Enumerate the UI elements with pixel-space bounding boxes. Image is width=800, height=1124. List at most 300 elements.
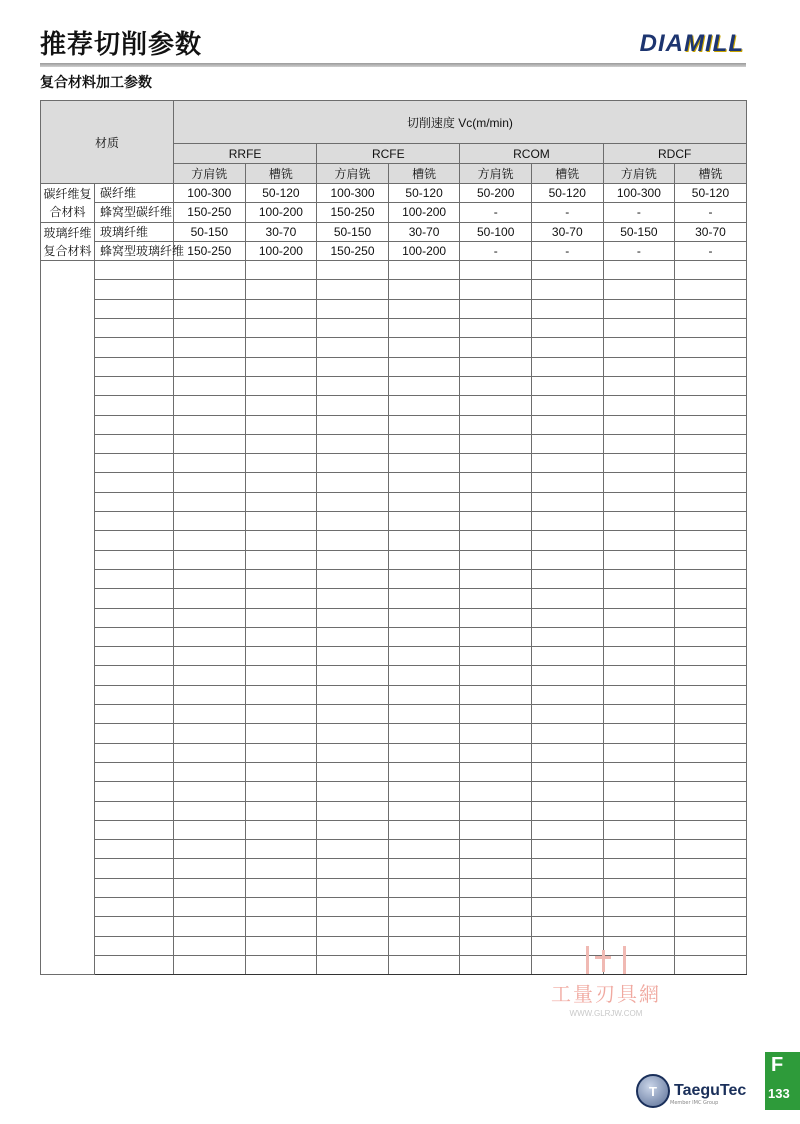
- blank-cell: [174, 762, 246, 781]
- blank-cell: [317, 550, 389, 569]
- blank-cell: [460, 434, 532, 453]
- blank-cell: [245, 261, 317, 280]
- blank-cell: [603, 801, 675, 820]
- blank-row: [41, 917, 747, 936]
- blank-cell: [675, 859, 747, 878]
- blank-cell: [245, 473, 317, 492]
- blank-cell: [675, 955, 747, 974]
- blank-cell: [460, 859, 532, 878]
- blank-cell: [245, 512, 317, 531]
- watermark-name: 工量刃具網: [551, 982, 661, 1006]
- taegutec-logo: [636, 1074, 746, 1108]
- blank-cell: [245, 531, 317, 550]
- speed-value: -: [675, 203, 747, 222]
- blank-cell: [603, 685, 675, 704]
- blank-row: [41, 859, 747, 878]
- blank-cell: [245, 376, 317, 395]
- blank-cell: [675, 280, 747, 299]
- blank-cell: [460, 627, 532, 646]
- blank-cell: [603, 627, 675, 646]
- blank-cell: [317, 820, 389, 839]
- speed-value: 100-200: [245, 241, 317, 260]
- blank-cell: [675, 627, 747, 646]
- blank-cell: [317, 936, 389, 955]
- speed-value: -: [675, 241, 747, 260]
- blank-cell: [460, 743, 532, 762]
- blank-cell: [603, 840, 675, 859]
- blank-cell: [317, 801, 389, 820]
- blank-cell: [603, 859, 675, 878]
- blank-row: [41, 512, 747, 531]
- speed-value: 100-300: [174, 184, 246, 203]
- blank-cell: [603, 820, 675, 839]
- blank-cell: [603, 299, 675, 318]
- blank-cell: [675, 531, 747, 550]
- blank-cell: [174, 376, 246, 395]
- blank-cell: [317, 473, 389, 492]
- blank-cell: [531, 319, 603, 338]
- blank-cell: [531, 531, 603, 550]
- blank-cell: [174, 955, 246, 974]
- speed-value: 50-120: [531, 184, 603, 203]
- blank-cell: [388, 743, 460, 762]
- blank-cell: [317, 762, 389, 781]
- blank-cell: [95, 955, 174, 974]
- blank-cell: [95, 647, 174, 666]
- watermark-url: WWW.GLRJW.COM: [569, 1009, 643, 1018]
- blank-cell: [675, 666, 747, 685]
- blank-cell: [460, 840, 532, 859]
- blank-cell: [531, 666, 603, 685]
- blank-cell: [388, 589, 460, 608]
- speed-value: 150-250: [317, 241, 389, 260]
- blank-cell: [245, 936, 317, 955]
- blank-cell: [174, 280, 246, 299]
- blank-cell: [675, 415, 747, 434]
- operation-header: 槽铣: [245, 164, 317, 184]
- blank-cell: [388, 454, 460, 473]
- blank-cell: [460, 782, 532, 801]
- blank-cell: [317, 299, 389, 318]
- blank-cell: [317, 319, 389, 338]
- blank-cell: [245, 917, 317, 936]
- blank-cell: [317, 724, 389, 743]
- blank-cell: [531, 357, 603, 376]
- blank-row: [41, 492, 747, 511]
- blank-cell: [317, 512, 389, 531]
- blank-cell: [603, 396, 675, 415]
- speed-value: 100-300: [603, 184, 675, 203]
- blank-cell: [317, 666, 389, 685]
- blank-cell: [603, 512, 675, 531]
- blank-cell: [317, 280, 389, 299]
- blank-cell: [603, 608, 675, 627]
- speed-value: 30-70: [388, 222, 460, 241]
- blank-cell: [460, 936, 532, 955]
- blank-cell: [675, 820, 747, 839]
- blank-cell: [675, 473, 747, 492]
- blank-cell: [388, 936, 460, 955]
- blank-cell: [675, 357, 747, 376]
- material-group: 碳纤维复合材料: [41, 184, 95, 223]
- blank-cell: [174, 473, 246, 492]
- blank-cell: [95, 589, 174, 608]
- blank-cell: [317, 376, 389, 395]
- blank-cell: [174, 917, 246, 936]
- blank-cell: [603, 743, 675, 762]
- speed-value: 150-250: [174, 203, 246, 222]
- blank-row: [41, 608, 747, 627]
- blank-cell: [174, 357, 246, 376]
- blank-cell: [531, 512, 603, 531]
- blank-cell: [245, 820, 317, 839]
- blank-cell: [95, 492, 174, 511]
- speed-value: -: [603, 241, 675, 260]
- material-name: 玻璃纤维: [95, 222, 174, 241]
- blank-cell: [245, 434, 317, 453]
- table-row: [41, 222, 747, 241]
- blank-row: [41, 647, 747, 666]
- blank-cell: [460, 531, 532, 550]
- blank-cell: [388, 280, 460, 299]
- blank-cell: [603, 415, 675, 434]
- blank-cell: [245, 647, 317, 666]
- blank-cell: [95, 840, 174, 859]
- blank-cell: [317, 357, 389, 376]
- blank-cell: [603, 492, 675, 511]
- speed-value: 30-70: [245, 222, 317, 241]
- material-name: 蜂窝型碳纤维: [95, 203, 174, 222]
- blank-cell: [245, 897, 317, 916]
- blank-cell: [531, 685, 603, 704]
- blank-cell: [174, 608, 246, 627]
- operation-header: 方肩铣: [174, 164, 246, 184]
- blank-cell: [174, 897, 246, 916]
- blank-cell: [675, 608, 747, 627]
- blank-cell: [388, 955, 460, 974]
- blank-cell: [531, 820, 603, 839]
- blank-cell: [388, 897, 460, 916]
- taegutec-brand: TaeguTec: [674, 1082, 747, 1099]
- blank-cell: [174, 415, 246, 434]
- blank-cell: [95, 434, 174, 453]
- blank-cell: [245, 743, 317, 762]
- blank-cell: [388, 396, 460, 415]
- blank-cell: [675, 647, 747, 666]
- blank-cell: [95, 627, 174, 646]
- blank-row: [41, 338, 747, 357]
- blank-cell: [388, 550, 460, 569]
- blank-cell: [460, 261, 532, 280]
- blank-cell: [388, 627, 460, 646]
- blank-cell: [531, 415, 603, 434]
- blank-cell: [95, 878, 174, 897]
- page-title: 推荐切削参数: [40, 30, 203, 60]
- blank-cell: [460, 299, 532, 318]
- speed-value: -: [460, 241, 532, 260]
- blank-cell: [531, 801, 603, 820]
- blank-cell: [460, 705, 532, 724]
- blank-cell: [460, 396, 532, 415]
- blank-row: [41, 897, 747, 916]
- speed-value: 100-200: [245, 203, 317, 222]
- blank-cell: [174, 512, 246, 531]
- blank-row: [41, 454, 747, 473]
- blank-cell: [317, 531, 389, 550]
- blank-cell: [531, 473, 603, 492]
- blank-cell: [95, 724, 174, 743]
- blank-cell: [460, 357, 532, 376]
- blank-cell: [317, 338, 389, 357]
- blank-cell: [388, 878, 460, 897]
- blank-cell: [460, 647, 532, 666]
- blank-cell: [460, 338, 532, 357]
- blank-cell: [317, 840, 389, 859]
- blank-cell: [531, 396, 603, 415]
- blank-cell: [531, 762, 603, 781]
- blank-cell: [460, 878, 532, 897]
- blank-cell: [388, 569, 460, 588]
- speed-value: 50-120: [675, 184, 747, 203]
- operation-header: 方肩铣: [603, 164, 675, 184]
- blank-cell: [174, 936, 246, 955]
- blank-cell: [95, 396, 174, 415]
- watermark-icon: [586, 946, 626, 974]
- blank-cell: [675, 454, 747, 473]
- operation-header: 方肩铣: [460, 164, 532, 184]
- blank-row: [41, 666, 747, 685]
- blank-cell: [174, 878, 246, 897]
- blank-cell: [95, 261, 174, 280]
- blank-cell: [531, 647, 603, 666]
- blank-cell: [174, 319, 246, 338]
- blank-cell: [317, 261, 389, 280]
- blank-cell: [603, 724, 675, 743]
- blank-cell: [675, 762, 747, 781]
- blank-cell: [245, 762, 317, 781]
- blank-row: [41, 878, 747, 897]
- blank-cell: [603, 762, 675, 781]
- tool-header: RDCF: [603, 144, 746, 164]
- blank-row: [41, 820, 747, 839]
- blank-cell: [603, 897, 675, 916]
- blank-cell: [675, 569, 747, 588]
- blank-cell: [317, 743, 389, 762]
- blank-cell: [460, 608, 532, 627]
- speed-value: -: [460, 203, 532, 222]
- blank-cell: [174, 859, 246, 878]
- blank-cell: [388, 647, 460, 666]
- blank-cell: [388, 473, 460, 492]
- blank-row: [41, 357, 747, 376]
- blank-cell: [603, 338, 675, 357]
- blank-cell: [460, 319, 532, 338]
- blank-cell: [174, 782, 246, 801]
- blank-cell: [531, 724, 603, 743]
- blank-cell: [95, 376, 174, 395]
- blank-cell: [603, 589, 675, 608]
- blank-cell: [174, 569, 246, 588]
- blank-cell: [388, 299, 460, 318]
- blank-cell: [460, 550, 532, 569]
- blank-cell: [460, 280, 532, 299]
- blank-cell: [317, 415, 389, 434]
- blank-cell: [460, 724, 532, 743]
- blank-cell: [174, 724, 246, 743]
- blank-cell: [174, 666, 246, 685]
- diamill-logo: DIAMILL: [639, 30, 744, 57]
- blank-cell: [603, 280, 675, 299]
- blank-row: [41, 724, 747, 743]
- blank-cell: [174, 743, 246, 762]
- blank-cell: [95, 743, 174, 762]
- blank-cell: [531, 705, 603, 724]
- blank-cell: [603, 454, 675, 473]
- blank-cell: [388, 782, 460, 801]
- blank-cell: [95, 415, 174, 434]
- blank-cell: [174, 396, 246, 415]
- blank-cell: [95, 936, 174, 955]
- watermark: [536, 946, 676, 1018]
- blank-cell: [388, 840, 460, 859]
- blank-cell: [675, 724, 747, 743]
- blank-cell: [317, 627, 389, 646]
- blank-cell: [388, 512, 460, 531]
- blank-cell: [460, 569, 532, 588]
- blank-cell: [317, 608, 389, 627]
- operation-header: 方肩铣: [317, 164, 389, 184]
- blank-cell: [317, 897, 389, 916]
- blank-cell: [675, 299, 747, 318]
- blank-cell: [460, 512, 532, 531]
- blank-cell: [174, 531, 246, 550]
- blank-cell: [317, 859, 389, 878]
- blank-cell: [95, 666, 174, 685]
- blank-cell: [245, 550, 317, 569]
- blank-cell: [675, 589, 747, 608]
- blank-row: [41, 531, 747, 550]
- blank-cell: [95, 820, 174, 839]
- blank-cell: [245, 569, 317, 588]
- blank-cell: [675, 376, 747, 395]
- blank-cell: [675, 801, 747, 820]
- speed-value: -: [531, 203, 603, 222]
- speed-value: 100-300: [317, 184, 389, 203]
- blank-cell: [174, 705, 246, 724]
- blank-row: [41, 685, 747, 704]
- blank-cell: [675, 705, 747, 724]
- blank-cell: [174, 647, 246, 666]
- blank-cell: [460, 415, 532, 434]
- blank-cell: [174, 801, 246, 820]
- table-row: [41, 203, 747, 222]
- blank-cell: [317, 917, 389, 936]
- blank-cell: [95, 782, 174, 801]
- blank-cell: [675, 550, 747, 569]
- blank-cell: [95, 531, 174, 550]
- blank-cell: [531, 569, 603, 588]
- material-name: 碳纤维: [95, 184, 174, 203]
- blank-cell: [603, 878, 675, 897]
- blank-cell: [531, 492, 603, 511]
- blank-cell: [675, 492, 747, 511]
- tool-header: RCOM: [460, 144, 603, 164]
- blank-row: [41, 434, 747, 453]
- speed-value: 50-100: [460, 222, 532, 241]
- blank-cell: [245, 627, 317, 646]
- blank-cell: [531, 434, 603, 453]
- blank-row: [41, 782, 747, 801]
- blank-row: [41, 396, 747, 415]
- blank-cell: [675, 878, 747, 897]
- blank-cell: [388, 762, 460, 781]
- blank-cell: [95, 357, 174, 376]
- blank-row: [41, 801, 747, 820]
- blank-cell: [174, 454, 246, 473]
- blank-cell: [460, 666, 532, 685]
- speed-value: 50-150: [317, 222, 389, 241]
- tool-header: RCFE: [317, 144, 460, 164]
- blank-cell: [95, 859, 174, 878]
- blank-cell: [245, 299, 317, 318]
- blank-cell: [675, 434, 747, 453]
- blank-cell: [95, 685, 174, 704]
- blank-cell: [531, 608, 603, 627]
- blank-cell: [603, 705, 675, 724]
- blank-row: [41, 415, 747, 434]
- blank-cell: [531, 299, 603, 318]
- blank-row: [41, 473, 747, 492]
- blank-cell: [245, 608, 317, 627]
- blank-cell: [460, 492, 532, 511]
- blank-cell: [245, 357, 317, 376]
- blank-cell: [95, 608, 174, 627]
- blank-cell: [245, 955, 317, 974]
- blank-cell: [317, 396, 389, 415]
- speed-value: 100-200: [388, 203, 460, 222]
- blank-cell: [95, 705, 174, 724]
- speed-value: 50-150: [603, 222, 675, 241]
- blank-cell: [531, 454, 603, 473]
- blank-cell: [460, 376, 532, 395]
- blank-cell: [174, 261, 246, 280]
- blank-cell: [317, 492, 389, 511]
- blank-cell: [388, 415, 460, 434]
- blank-row: [41, 705, 747, 724]
- blank-cell: [388, 608, 460, 627]
- blank-cell: [317, 705, 389, 724]
- blank-cell: [95, 473, 174, 492]
- blank-cell: [317, 434, 389, 453]
- blank-cell: [95, 762, 174, 781]
- blank-cell: [245, 454, 317, 473]
- blank-cell: [174, 627, 246, 646]
- blank-cell: [531, 878, 603, 897]
- blank-cell: [675, 685, 747, 704]
- blank-row: [41, 743, 747, 762]
- blank-cell: [675, 261, 747, 280]
- blank-cell: [531, 917, 603, 936]
- blank-cell: [531, 627, 603, 646]
- blank-cell: [245, 724, 317, 743]
- blank-cell: [95, 801, 174, 820]
- blank-cell: [317, 782, 389, 801]
- blank-cell: [174, 434, 246, 453]
- blank-cell: [531, 261, 603, 280]
- page-number: 133: [768, 1086, 790, 1101]
- material-header: 材质: [41, 101, 174, 184]
- blank-cell: [245, 338, 317, 357]
